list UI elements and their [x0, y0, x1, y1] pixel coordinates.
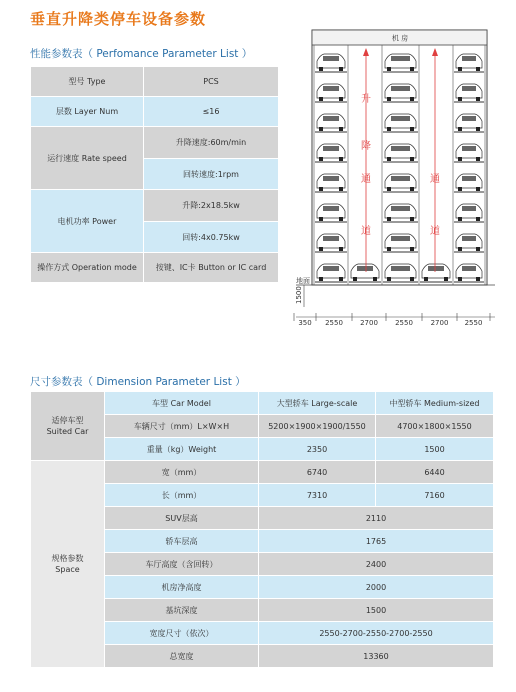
performance-heading: 性能参数表（ Perfomance Parameter List ）	[30, 48, 253, 60]
width-dimension-label: 2700	[360, 319, 378, 327]
mode-value: 按键、IC卡 Button or IC card	[144, 253, 279, 283]
lift-char: 通	[430, 174, 440, 185]
speed-value-lift: 升降速度:60m/min	[144, 127, 279, 159]
width-dimension-label: 2550	[464, 319, 483, 327]
table-row	[31, 190, 279, 222]
space-row-value: 2000	[259, 576, 494, 599]
car-size-label: 车辆尺寸（mm）L×W×H	[105, 415, 259, 438]
performance-table	[30, 66, 279, 283]
space-row-label: 轿车层高	[105, 530, 259, 553]
space-row-value: 1765	[259, 530, 494, 553]
width-dimensions	[294, 313, 490, 327]
space-zh: 规格参数	[51, 554, 84, 563]
length-medium: 7160	[376, 484, 494, 507]
mode-label: 操作方式 Operation mode	[31, 253, 144, 283]
table-row	[31, 253, 279, 283]
suited-car-label	[31, 392, 105, 461]
car-size-medium: 4700×1800×1550	[376, 415, 494, 438]
width-dimension-label: 2700	[430, 319, 449, 327]
speed-label: 运行速度 Rate speed	[31, 127, 144, 190]
page-title: 垂直升降类停车设备参数	[30, 10, 207, 28]
type-value: PCS	[144, 67, 279, 97]
weight-medium: 1500	[376, 438, 494, 461]
suited-car-zh: 适停车型	[51, 416, 84, 425]
lift-char: 降	[361, 141, 371, 152]
space-label	[31, 461, 105, 668]
length-large: 7310	[259, 484, 376, 507]
car-model-label: 车型 Car Model	[105, 392, 259, 415]
lift-char: 升	[361, 94, 371, 105]
width-dimension-label: 350	[298, 319, 312, 327]
space-row-value: 2110	[259, 507, 494, 530]
space-row-label: 机房净高度	[105, 576, 259, 599]
table-row	[31, 97, 279, 127]
weight-large: 2350	[259, 438, 376, 461]
space-row-label: 宽度尺寸（依次）	[105, 622, 259, 645]
floor-label: 地面	[296, 277, 310, 285]
dimension-heading: 尺寸参数表（ Dimension Parameter List ）	[30, 376, 246, 388]
table-row	[31, 392, 494, 415]
length-label: 长（mm）	[105, 484, 259, 507]
speed-value-rotate: 回转速度:1rpm	[144, 159, 279, 190]
space-en: Space	[55, 565, 80, 574]
table-row	[31, 127, 279, 159]
width-dimension-label: 2550	[395, 319, 413, 327]
power-label: 电机功率 Power	[31, 190, 144, 253]
space-row-label: SUV层高	[105, 507, 259, 530]
lift-char: 通	[361, 174, 371, 185]
pit-depth-label: 1500	[295, 286, 303, 304]
lift-char: 道	[430, 226, 440, 237]
type-label: 型号 Type	[31, 67, 144, 97]
weight-label: 重量（kg）Weight	[105, 438, 259, 461]
lift-char: 道	[361, 226, 371, 237]
width-medium: 6440	[376, 461, 494, 484]
width-dimension-label: 2550	[325, 319, 343, 327]
space-row-label: 基坑深度	[105, 599, 259, 622]
space-row-label: 车厅高度（含回转）	[105, 553, 259, 576]
space-row-value: 2550-2700-2550-2700-2550	[259, 622, 494, 645]
layer-label: 层数 Layer Num	[31, 97, 144, 127]
large-label: 大型轿车 Large-scale	[259, 392, 376, 415]
table-row	[31, 67, 279, 97]
space-row-value: 1500	[259, 599, 494, 622]
width-large: 6740	[259, 461, 376, 484]
space-row-label: 总宽度	[105, 645, 259, 668]
table-row	[31, 461, 494, 484]
power-value-lift: 升降:2x18.5kw	[144, 190, 279, 222]
width-label: 宽（mm）	[105, 461, 259, 484]
suited-car-en: Suited Car	[46, 427, 89, 436]
elevation-drawing	[290, 24, 496, 336]
space-row-value: 2400	[259, 553, 494, 576]
medium-label: 中型轿车 Medium-sized	[376, 392, 494, 415]
space-row-value: 13360	[259, 645, 494, 668]
layer-value: ≤16	[144, 97, 279, 127]
car-size-large: 5200×1900×1900/1550	[259, 415, 376, 438]
dimension-table	[30, 391, 494, 668]
machine-room-label: 机 房	[391, 34, 409, 43]
power-value-rotate: 回转:4x0.75kw	[144, 222, 279, 253]
